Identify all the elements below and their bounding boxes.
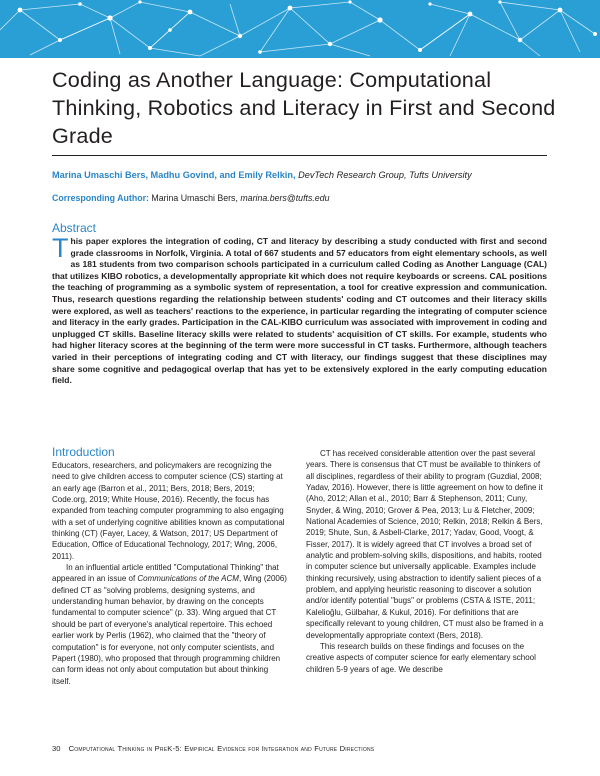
title-divider — [52, 155, 547, 156]
abstract-paragraph: his paper explores the integration of coding, CT and literacy by describing a study conducted with first and second grade classrooms in Norfolk, Virginia. A total of 667 students and 57 educators from eight elementary schools, as well as 181 students from two comparison schools participated in a curriculum called Coding as Another Language (CAL) that utilizes KIBO robotics, a developmentally appropriate kit which does not require keyboards or screens. CAL positions the teaching of programming as a symbolic system of representation, a tool for creative expression and communication. Thus, research questions regarding the relationship between students' coding and CT outcomes and their literacy skills were explored, as well as teachers' reactions to the experience, in particular regarding the integrating of computer science and literacy in the early grades. Participation in the CAL-KIBO curriculum was associated with improvement in coding and unplugged CT skills. Baseline literacy skills were related to students' acquisition of CT skills. For example, students who had higher literacy scores at the beginning of the term were more successful in CT tasks. Furthermore, although teachers varied in their perceptions of integrating coding and CT with literacy, our findings suggest that these disciplines may share some cognitive and pedagogical overlap that has yet to be extensively explored in the early computing education field. — [52, 236, 547, 386]
intro-paragraph-3: CT has received considerable attention over the past several years. There is consensus that CT must be available to thinkers of all disciplines, regardless of their ability to program (Guzdial, 2008; Yadav, 2016). However, there is little agreement on how to define it (Aho, 2012; Allan et al., 2010; Barr & Stephenson, 2011; Cuny, Snyder, & Wing, 2010; Grover & Pea, 2013; Lu & Fletcher, 2009; National Academies of Science, 2010; Relkin, 2018; Relkin & Bers, 2019; Shute, Sun, & Asbell-Clarke, 2017; Yadav, Good, Voogt, & Fisser, 2017). It is widely agreed that CT involves a broad set of analytic and problem-solving skills, dispositions, and habits, rooted in computer science but universally applicable. Examples include thinking recursively, using abstraction to identify salient pieces of a problem, and applying heuristic reasoning to discover a solution and/or identify potential "bugs" or problems (CSTA & ISTE, 2011; Kalelioğlu, Gülbahar, & Kukul, 2016). For definitions that are specifically relevant to young children, CT must also be framed in a developmentally appropriate context (Bers, 2018). — [306, 449, 544, 640]
corresponding-author-email[interactable]: marina.bers@tufts.edu — [240, 193, 330, 203]
author-affiliation: DevTech Research Group, Tufts University — [298, 170, 472, 180]
corresponding-author-label: Corresponding Author: — [52, 193, 149, 203]
author-names: Marina Umaschi Bers, Madhu Govind, and Emily Relkin, — [52, 170, 296, 180]
abstract-heading: Abstract — [52, 221, 97, 235]
corresponding-author-name: Marina Umaschi Bers, — [151, 193, 238, 203]
paper-title: Coding as Another Language: Computational Thinking, Robotics and Literacy in First and Second Grade — [52, 67, 556, 148]
page-number: 30 — [52, 744, 61, 753]
abstract-body — [52, 233, 547, 387]
author-line — [52, 169, 572, 181]
corresponding-author-line — [52, 192, 572, 204]
journal-title: Communications of the ACM — [137, 574, 239, 584]
header-banner — [0, 0, 600, 58]
introduction-heading: Introduction — [52, 445, 115, 459]
intro-paragraph-2 — [52, 562, 288, 687]
intro-column-right — [306, 448, 546, 675]
intro-paragraph-2-end: , Wing (2006) defined CT as "solving problems, designing systems, and understanding human behavior, by drawing on the concepts fundamental to computer science" (p. 33). Wing argued that CT should be part of everyone's analytical repertoire. This echoed earlier work by Perlis (1962), who claimed that the "theory of computation" is for everyone, not only computer scientists, and Papert (1980), who proposed that through programming children can form ideas not only about computation but about thinking itself. — [52, 574, 287, 686]
abstract-dropcap: T — [52, 233, 69, 263]
running-title: Computational Thinking in PreK-5: Empirical Evidence for Integration and Future Directions — [68, 744, 375, 753]
intro-paragraph-1: Educators, researchers, and policymakers are recognizing the need to give children access to computer science (CS) starting at an early age (Barron et al., 2011; Bers, 2018; Bers, 2019; Code.org, 2019; White House, 2016). Recently, the focus has expanded from teaching computer programming to also engaging with a set of underlying cognitive abilities known as computational thinking (CT) (Fayer, Lacey, & Watson, 2017; US Department of Education, Office of Educational Technology, 2017; Wing, 2006, 2011). — [52, 461, 285, 561]
intro-paragraph-2-start: In an influential article entitled "Computational Thinking" that appeared in an issue of — [52, 563, 279, 584]
network-graph-pattern-icon — [0, 0, 600, 58]
page-footer — [52, 744, 374, 754]
intro-paragraph-4: This research builds on these findings and focuses on the creative aspects of computer science for early elementary school children 5-9 years of age. We describe — [306, 641, 536, 674]
intro-column-left — [52, 460, 288, 687]
